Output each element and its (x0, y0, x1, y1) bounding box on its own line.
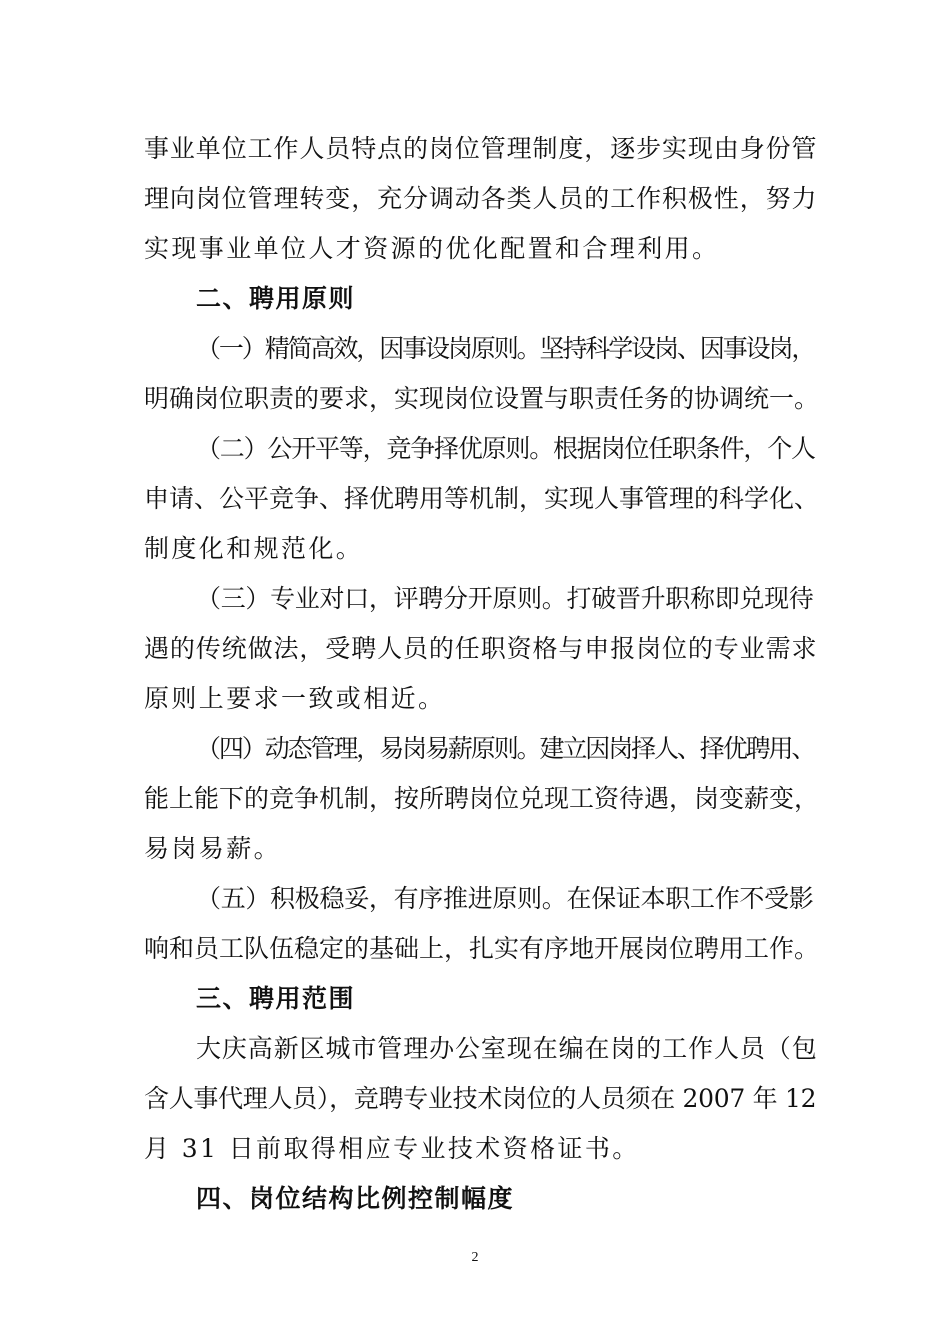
body-line: 事业单位工作人员特点的岗位管理制度，逐步实现由身份管 (144, 134, 818, 163)
body-line: 遇的传统做法，受聘人员的任职资格与申报岗位的专业需求 (144, 634, 818, 663)
body-line: 含人事代理人员），竞聘专业技术岗位的人员须在 2007 年 12 (144, 1084, 817, 1113)
body-line: （五）积极稳妥，有序推进原则。在保证本职工作不受影 (196, 884, 814, 913)
page-number: 2 (471, 1250, 479, 1265)
body-line: （三）专业对口，评聘分开原则。打破晋升职称即兑现待 (196, 584, 814, 613)
body-line: （一）精简高效，因事设岗原则。坚持科学设岗、因事设岗， (196, 334, 815, 363)
section-heading: 四、岗位结构比例控制幅度 (196, 1184, 515, 1213)
body-line: 原则上要求一致或相近。 (144, 684, 446, 713)
body-line: 响和员工队伍稳定的基础上，扎实有序地开展岗位聘用工作。 (144, 934, 820, 963)
body-line: 实现事业单位人才资源的优化配置和合理利用。 (144, 234, 720, 263)
body-line: （四）动态管理，易岗易薪原则。建立因岗择人、择优聘用、 (196, 734, 815, 763)
section-heading: 三、聘用范围 (196, 984, 356, 1013)
body-line: 大庆高新区城市管理办公室现在编在岗的工作人员（包 (196, 1034, 818, 1063)
section-heading: 二、聘用原则 (196, 284, 356, 313)
body-line: 能上能下的竞争机制，按所聘岗位兑现工资待遇，岗变薪变， (144, 784, 820, 813)
body-line: 制度化和规范化。 (144, 534, 364, 563)
body-line: 明确岗位职责的要求，实现岗位设置与职责任务的协调统一。 (144, 384, 820, 413)
body-line: （二）公开平等，竞争择优原则。根据岗位任职条件，个人 (196, 434, 815, 463)
body-line: 申请、公平竞争、择优聘用等机制，实现人事管理的科学化、 (144, 484, 820, 513)
body-line: 理向岗位管理转变，充分调动各类人员的工作积极性，努力 (144, 184, 818, 213)
body-line: 月 31 日前取得相应专业技术资格证书。 (144, 1134, 640, 1163)
body-line: 易岗易薪。 (144, 834, 282, 863)
